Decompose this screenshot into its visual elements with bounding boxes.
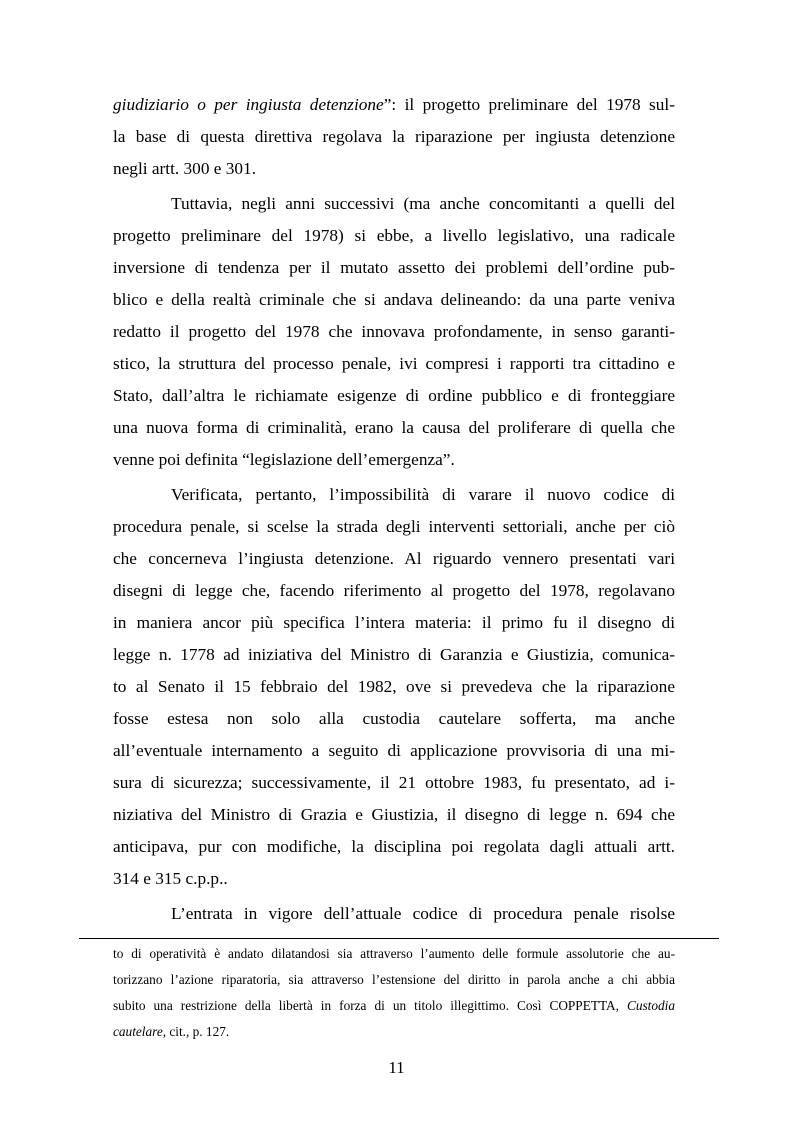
italic-citation: cautelare, (113, 1024, 167, 1039)
body-line: procedura penale, si scelse la strada degli interventi settoriali, anche per ciò (113, 517, 675, 536)
footnote-separator (79, 938, 719, 939)
body-line: fosse estesa non solo alla custodia cautelare sofferta, ma anche (113, 709, 675, 728)
footnote-line: cautelare, cit., p. 127. (113, 1024, 230, 1039)
paragraph-first-line: L’entrata in vigore dell’attuale codice di procedura penale risolse (171, 904, 675, 923)
body-line: redatto il progetto del 1978 che innovava profondamente, in senso garanti- (113, 322, 675, 341)
body-line: niziativa del Ministro di Grazia e Giustizia, il disegno di legge n. 694 che (113, 805, 675, 824)
page-number: 11 (388, 1058, 405, 1077)
body-line: disegni di legge che, facendo riferimento al progetto del 1978, regolavano (113, 581, 675, 600)
footnote-line: to di operatività è andato dilatandosi sia attraverso l’aumento delle formule assolutorie che au- (113, 946, 675, 961)
footnote-line: subito una restrizione della libertà in forza di un titolo illegittimo. Così COPPETTA, Custodia (113, 998, 675, 1013)
body-line: inversione di tendenza per il mutato assetto dei problemi dell’ordine pub- (113, 258, 675, 277)
body-line: negli artt. 300 e 301. (113, 159, 257, 178)
body-line: Stato, dall’altra le richiamate esigenze di ordine pubblico e di fronteggiare (113, 386, 675, 405)
body-line: giudiziario o per ingiusta detenzione”: il progetto preliminare del 1978 sul- (113, 95, 675, 114)
body-line: anticipava, pur con modifiche, la disciplina poi regolata dagli attuali artt. (113, 837, 675, 856)
body-line: all’eventuale internamento a seguito di applicazione provvisoria di una mi- (113, 741, 675, 760)
paragraph-first-line: Verificata, pertanto, l’impossibilità di varare il nuovo codice di (171, 485, 675, 504)
body-line: in maniera ancor più specifica l’intera materia: il primo fu il disegno di (113, 613, 675, 632)
italic-phrase: giudiziario o per ingiusta detenzione (113, 95, 384, 114)
body-line: la base di questa direttiva regolava la riparazione per ingiusta detenzione (113, 127, 675, 146)
paragraph-first-line: Tuttavia, negli anni successivi (ma anche concomitanti a quelli del (171, 194, 675, 213)
body-line: progetto preliminare del 1978) si ebbe, a livello legislativo, una radicale (113, 226, 675, 245)
italic-citation: Custodia (626, 998, 675, 1013)
body-line: che concerneva l’ingiusta detenzione. Al riguardo vennero presentati vari (113, 549, 675, 568)
body-line: blico e della realtà criminale che si andava delineando: da una parte veniva (113, 290, 675, 309)
body-line: una nuova forma di criminalità, erano la causa del proliferare di quella che (113, 418, 675, 437)
footnote-line: torizzano l’azione riparatoria, sia attraverso l’estensione del diritto in parola anche a chi abbia (113, 972, 675, 987)
body-line: to al Senato il 15 febbraio del 1982, ove si prevedeva che la riparazione (113, 677, 675, 696)
body-line: legge n. 1778 ad iniziativa del Ministro di Garanzia e Giustizia, comunica- (113, 645, 675, 664)
body-line: 314 e 315 c.p.p.. (113, 869, 228, 888)
body-line: stico, la struttura del processo penale, ivi compresi i rapporti tra cittadino e (113, 354, 675, 373)
body-line: sura di sicurezza; successivamente, il 21 ottobre 1983, fu presentato, ad i- (113, 773, 675, 792)
body-line: venne poi definita “legislazione dell’emergenza”. (113, 450, 455, 469)
